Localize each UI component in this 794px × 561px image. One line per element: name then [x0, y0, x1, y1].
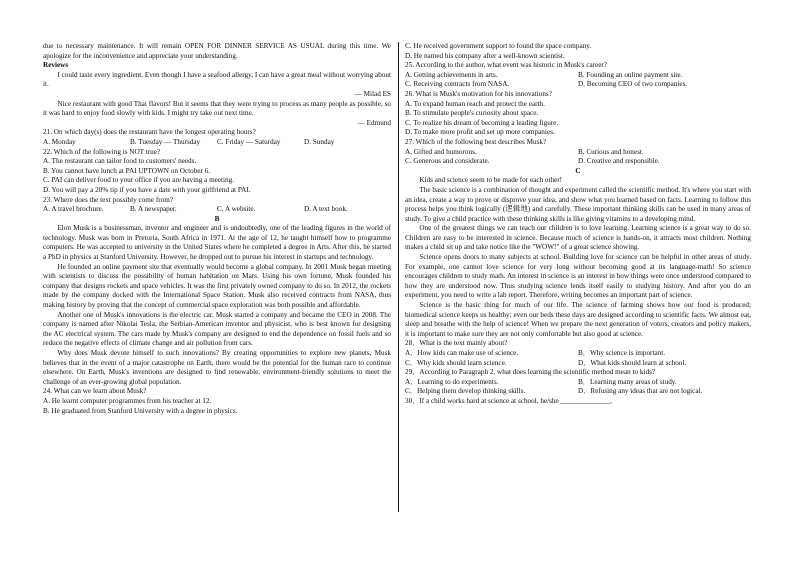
q21-options	[43, 138, 391, 148]
option: C. Friday — Saturday	[217, 137, 281, 146]
q27-options	[405, 157, 751, 167]
option: A. Gifted and humorous.	[405, 147, 477, 156]
option: B. Founding an online payment site.	[578, 70, 683, 79]
option: A．Learning to do experiments.	[405, 377, 499, 386]
question-24: 24. What can we learn about Musk?	[43, 387, 147, 396]
passage-b-paragraph: Why does Musk devote himself to such innovations? By creating opportunities to explore new planets, Musk believes that in the event of a major catastrophe on Earth, there would be the potential for the human race to continue elsewhere. On Earth, Musk's inventions are designed to find renewable, environment-friendly solutions to meet the challenge of an ever-growing global population.	[43, 349, 391, 386]
passage-b-paragraph: Another one of Musk's innovations is the electric car. Musk started a company and became the CEO in 2008. The company is named after Nikolai Tesla, the Serbian-American inventor and physicist, who is best known for designing the AC electrical system. The cars made by Musk's company are designed to end the dependence on fossil fuels and so reduce the negative effects of climate change and air pollution from cars.	[43, 310, 391, 348]
q28-options	[405, 359, 751, 369]
reviews-heading: Reviews	[43, 61, 69, 70]
option: B. Curious and honest.	[578, 147, 644, 156]
option: A．How kids can make use of science.	[405, 349, 519, 357]
passage-b-paragraph: Elon Musk is a businessman, inventor and engineer and is undoubtedly, one of the leading figures in the world of technology. Musk was born in Pretoria, South Africa in 1971. At the age of 12, he taught himself how to programme computers. He was accepted to university in the United States where he completed a degree in Arts. After this, he started a PhD in physics at Stanford University. However, he dropped out to pursue his interest in startups and technology.	[43, 224, 391, 262]
question-27: 27. Which of the following best describes Musk?	[405, 137, 547, 146]
option: A. A travel brochure.	[43, 205, 104, 214]
option: B．Learning many areas of study.	[578, 377, 677, 386]
review-2: Nice restaurant with good Thai flavors! But it seems that they were trying to process as many people as possible, so it was hard to enjoy food slowly with kids. I might try take out next time.	[43, 99, 391, 118]
q28-options	[405, 349, 751, 359]
section-c-heading: C	[575, 166, 581, 175]
passage-c-paragraph: Science opens doors to many subjects at school. Building love for science can be helpful in other areas of study. For example, one cannot love science for very long without becoming good at its language-math! So science encourages children to study math. An interest in science is an interest in how things were once understood compared to how they are understood now. Thus studying science lends itself easily to studying history. And after you do an experiment, you need to write a lab report. Therefore, writing becomes an important part of science.	[405, 253, 751, 300]
q25-options	[405, 71, 751, 81]
question-23: 23. Where does the text possibly come from?	[43, 195, 174, 204]
passage-c-paragraph: One of the greatest things we can teach our children is to love learning. Learning science is a great way to do so. Children are easy to be interested in science. Because much of science is hands-on, it attracts most children. Nothing makes a child sit up and take notice like the "WOW!" of a great science showing.	[405, 224, 751, 252]
question-26: 26. What is Musk's motivation for his innovations?	[405, 89, 552, 98]
option: A. To expand human reach and protect the earth.	[405, 99, 545, 108]
option: D. To make more profit and set up more companies.	[405, 128, 555, 137]
passage-c-paragraph: The basic science is a combination of thought and experiment called the scientific method. It's where you start with an idea, create a way to prove or disprove your idea, and show what you learned based on facts. Learning to follow this process helps you think logically (逻辑地) and carefully. These important thinking skills can be used in many areas of study. To give a child practice with these thinking skills is like giving vitamins to a developing mind.	[405, 185, 752, 223]
option: C. Generous and considerate.	[405, 157, 490, 166]
option: B. A newspaper.	[130, 205, 177, 214]
passage-c-paragraph: Science is the basic thing for much of our life. The science of farming shows how our food is produced; biomedical science keeps us healthy; even our beds these days are designed according to scientific facts. We almost eat, sleep and breathe with the help of science! When we prepare the next generation of voters, creators and policy makers, it is important to make sure they are not only comfortable but also good at science.	[405, 301, 751, 338]
passage-c-title: Kids and science seem to be made for each other!	[419, 176, 563, 185]
q25-options	[405, 80, 751, 90]
passage-b-paragraph: He founded an online payment site that eventually would become a global company. In 2001 Musk began meeting with scientists to discuss the possibility of human habitation on Mars. Using his own fortune, Musk founded his company that designs rockets and space vehicles. It was the first privately owned company to do so. In 2012, the rockets made by the company docked with the International Space Station. Musk also received contracts from NASA, thus making history by proving that the concept of commercial space exploration was both possible and affordable.	[43, 262, 391, 310]
option: D．Refusing any ideas that are not logical.	[578, 387, 703, 396]
option: C. Receiving contracts from NASA.	[405, 80, 510, 89]
right-column	[405, 42, 751, 407]
option: C. To realize his dream of becoming a leading figure.	[405, 118, 559, 127]
option: D．What kids should learn at school.	[578, 358, 687, 367]
column-divider	[398, 42, 399, 512]
option: C．Helping them develop thinking skills.	[405, 387, 526, 396]
left-column	[43, 42, 391, 416]
q29-options	[405, 378, 751, 388]
option: B. He graduated from Stanford University with a degree in physics.	[43, 406, 238, 415]
option: C. A website.	[217, 205, 256, 214]
review-1-author: — Milad ES	[354, 89, 391, 98]
option: D. He named his company after a well-known scientist.	[405, 51, 565, 60]
option: A. The restaurant can tailor food to customers' needs.	[43, 157, 197, 166]
q29-options	[405, 387, 751, 397]
option: B. You cannot have lunch at PAI UPTOWN on October 6.	[43, 166, 211, 175]
option: D. Creative and responsible.	[578, 157, 660, 166]
option: A. Getting achievements in arts.	[405, 70, 498, 79]
review-2-author: — Edmund	[357, 118, 391, 127]
option: D. Becoming CEO of two companies.	[578, 80, 688, 89]
question-21: 21. On which day(s) does the restaurant have the longest operating hours?	[43, 128, 256, 137]
option: A. He learnt computer programmes from his teacher at 12.	[43, 396, 212, 405]
section-b-heading: B	[214, 214, 220, 223]
option: B．Why science is important.	[578, 349, 666, 357]
question-22: 22. Which of the following is NOT true?	[43, 147, 161, 156]
question-25: 25. According to the author, what event was historic in Musk's career?	[405, 61, 607, 70]
q27-options	[405, 148, 751, 158]
option: D. A text book.	[304, 205, 348, 214]
question-29: 29．According to Paragraph 2, what does learning the scientific method mean to kids?	[405, 368, 656, 377]
q23-options	[43, 205, 391, 215]
question-30: 30．If a child works hard at science at school, he/she ______________.	[405, 396, 613, 405]
option: C．Why kids should learn science.	[405, 358, 507, 367]
option: B. Tuesday — Thursday	[130, 137, 201, 146]
question-28: 28．What is the text mainly about?	[405, 339, 508, 348]
option: D. Sunday	[304, 137, 335, 146]
option: C. PAI can deliver food to your office if you are having a meeting.	[43, 176, 235, 185]
option: A. Monday	[43, 137, 76, 146]
review-1: I could taste every ingredient. Even though I have a seafood allergy, I can have a great meal without worrying about it.	[43, 70, 391, 89]
option: B. To stimulate people's curiosity about space.	[405, 109, 539, 118]
intro-text: due to necessary maintenance. It will remain OPEN FOR DINNER SERVICE AS USUAL during this time. We apologize for the inconvenience and appreciate your understanding.	[43, 42, 391, 60]
option: D. You will pay a 20% tip if you have a date with your girlfriend at PAI.	[43, 185, 251, 194]
option: C. He received government support to found the space company.	[405, 42, 592, 50]
